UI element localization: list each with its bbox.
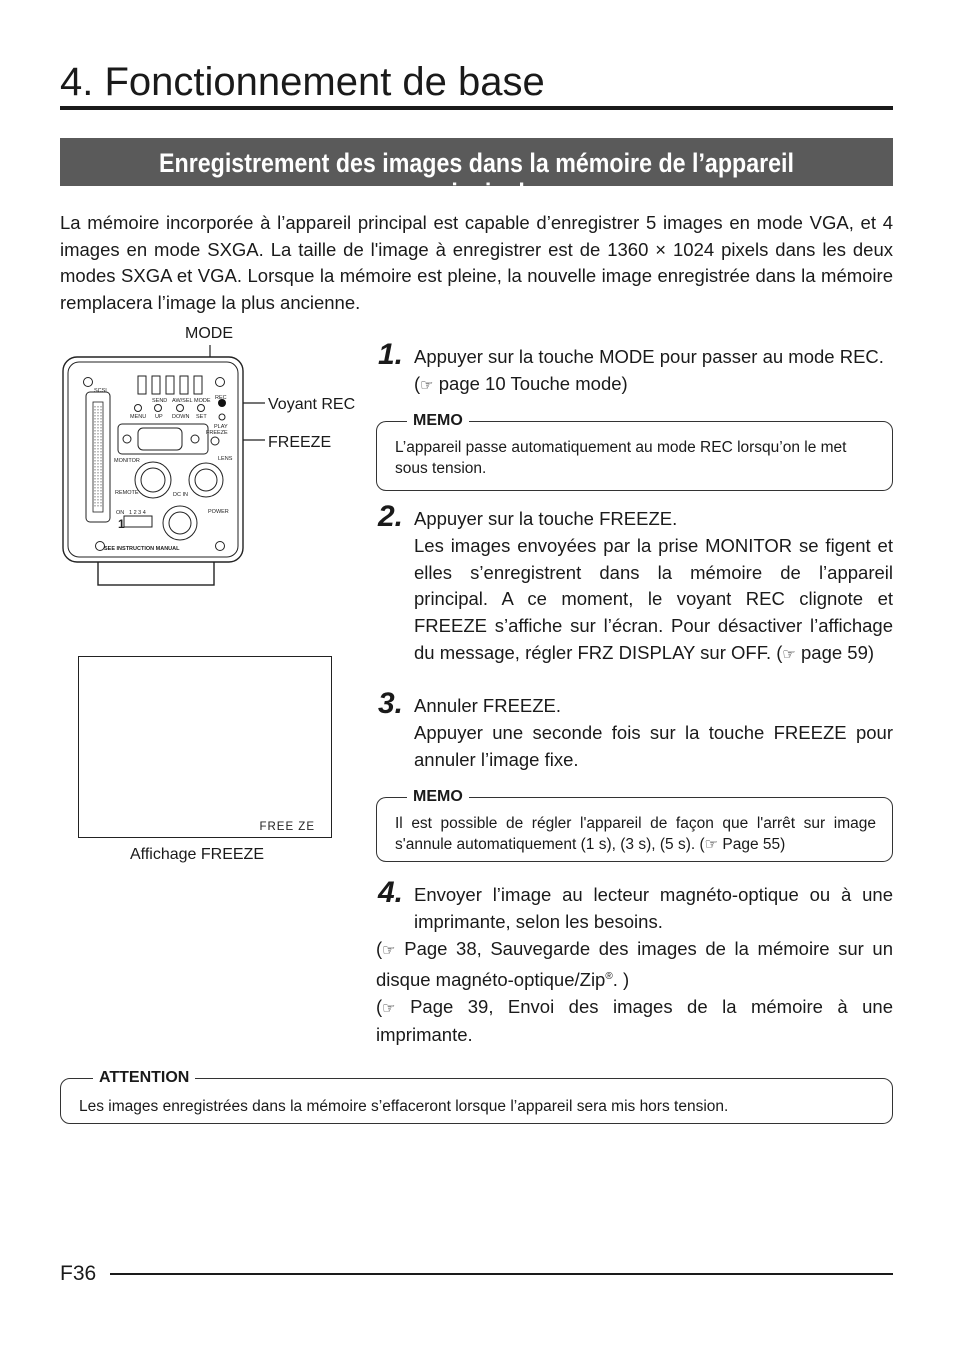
panel-text-monitor: MONITOR xyxy=(114,458,140,464)
panel-text-scsi: SCSI xyxy=(94,388,107,394)
panel-text-rec: REC xyxy=(215,395,227,401)
step-4-number: 4. xyxy=(378,876,404,909)
attention-title: ATTENTION xyxy=(93,1068,195,1088)
memo-box-1 xyxy=(376,412,893,491)
panel-text-awsel: AW/SEL xyxy=(172,398,193,404)
intro-paragraph: La mémoire incorporée à l’appareil principal est capable d’enregistrer 5 images en mode VGA, et 4 images en mode SXGA. La taille de l'image à enregistrer est de 1360 × 1024 pixels dans les deux modes SXGA et VGA. Lorsque la mémoire est pleine, la nouvelle image enregistrée dans la mémoire remplacera l’image la plus ancienne. xyxy=(60,212,893,313)
step-1-line1: Appuyer sur la touche MODE pour passer au mode REC. xyxy=(414,346,884,367)
step-3-number: 3. xyxy=(378,687,404,720)
memo-1-title: MEMO xyxy=(407,411,469,431)
step-3-text xyxy=(414,693,893,773)
step-4-ref-1: (☞ Page 38, Sauvegarde des images de la mémoire sur un disque magnéto-optique/Zip®. ) xyxy=(376,938,893,990)
memo-box-2 xyxy=(376,788,893,862)
memo-2-title: MEMO xyxy=(407,787,469,807)
chapter-rule xyxy=(60,106,893,110)
panel-text-dcin: DC IN xyxy=(173,492,188,498)
screen-freeze-text: FREE ZE xyxy=(259,821,315,833)
panel-text-play: PLAY xyxy=(214,424,228,430)
panel-text-up: UP xyxy=(155,414,163,420)
memo-1-text: L’appareil passe automatiquement au mode REC lorsqu’on le met sous tension. xyxy=(395,439,847,477)
step-2-number: 2. xyxy=(378,500,404,533)
attention-text: Les images enregistrées dans la mémoire s’effaceront lorsque l’appareil sera mis hors tension. xyxy=(79,1098,729,1115)
panel-text-dip: 1 2 3 4 xyxy=(129,510,146,516)
step-4-line1: Envoyer l’image au lecteur magnéto-optique ou à une imprimante, selon les besoins. xyxy=(414,884,893,932)
pointing-hand-icon: ☞ xyxy=(382,998,396,1017)
section-banner xyxy=(60,138,893,208)
panel-text-down: DOWN xyxy=(172,414,190,420)
attention-box xyxy=(60,1069,893,1124)
camera-rear-panel-illustration xyxy=(60,340,360,590)
step-2-text xyxy=(414,506,893,668)
pointing-hand-icon: ☞ xyxy=(704,835,719,853)
label-voyant-rec: Voyant REC xyxy=(268,396,356,413)
panel-text-lens: LENS xyxy=(218,456,233,462)
section-title: Enregistrement des images dans la mémoire de l’appareil principal xyxy=(159,148,794,208)
chapter-title: 4. Fonctionnement de base xyxy=(60,60,545,104)
step-2-line1: Appuyer sur la touche FREEZE. xyxy=(414,508,678,529)
pointing-hand-icon: ☞ xyxy=(382,941,396,959)
screen-caption: Affichage FREEZE xyxy=(130,846,264,863)
step-1-number: 1. xyxy=(378,338,404,371)
step-4-ref-2: (☞ Page 39, Envoi des images de la mémoire à une imprimante. xyxy=(376,995,893,1045)
pointing-hand-icon: ☞ xyxy=(782,644,796,663)
step-1-text xyxy=(414,344,894,399)
step-4-refs xyxy=(376,936,893,1048)
panel-text-menu: MENU xyxy=(130,414,147,420)
memo-2-text: Il est possible de régler l'appareil de façon que l'arrêt sur image s'annule automatiquement (1 s), (3 s), (5 s). (☞ Page 55) xyxy=(395,815,876,853)
page-number: F36 xyxy=(60,1262,97,1285)
panel-text-mode: MODE xyxy=(194,398,211,404)
panel-text-manual: SEE INSTRUCTION MANUAL xyxy=(104,546,180,552)
panel-text-freeze: FREEZE xyxy=(206,430,228,436)
freeze-screen-display xyxy=(78,656,332,838)
panel-text-dip-one: 1 xyxy=(118,517,125,531)
pointing-hand-icon: ☞ xyxy=(420,375,434,394)
step-3-body: Appuyer une seconde fois sur la touche FREEZE pour annuler l’image fixe. xyxy=(414,721,893,770)
footer-rule xyxy=(110,1273,893,1275)
panel-text-power: POWER xyxy=(208,509,229,515)
step-3-line1: Annuler FREEZE. xyxy=(414,695,562,716)
panel-text-remote: REMOTE xyxy=(115,490,139,496)
panel-text-set: SET xyxy=(196,414,207,420)
panel-text-send: SEND xyxy=(152,398,168,404)
panel-text-on: ON xyxy=(116,510,125,516)
label-mode: MODE xyxy=(185,325,233,342)
step-1-line2: (☞ page 10 Touche mode) xyxy=(414,372,628,394)
step-2-body: Les images envoyées par la prise MONITOR se figent et elles s’enregistrent dans la mémoire de l’appareil principal. A ce moment, le voyant REC clignote et FREEZE s’affiche sur l’écran. Pour désactiver l’affichage du message, régler FRZ DISPLAY sur OFF. (☞ page 59) xyxy=(414,534,893,663)
label-freeze: FREEZE xyxy=(268,434,332,451)
